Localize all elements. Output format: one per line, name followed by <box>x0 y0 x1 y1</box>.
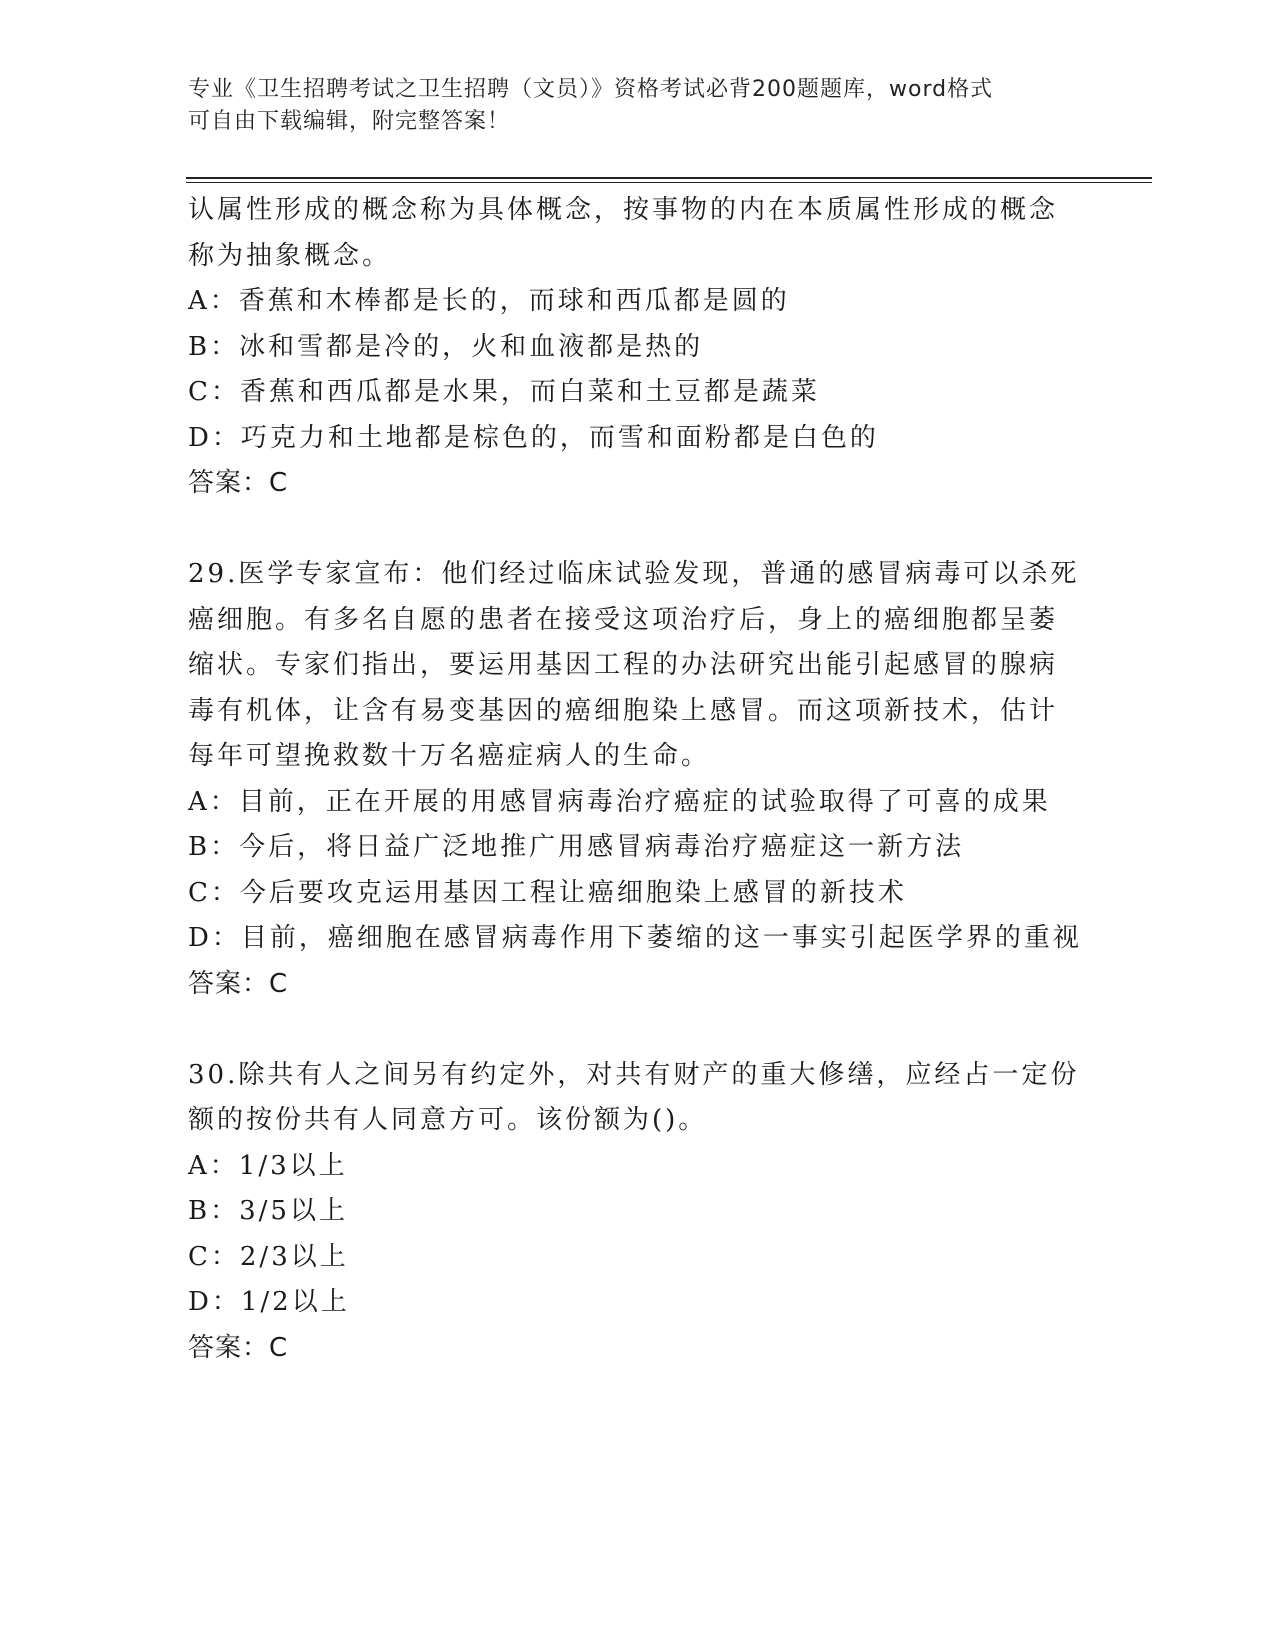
option-d: D：巧克力和土地都是棕色的，而雪和面粉都是白色的 <box>188 422 879 453</box>
question-spacer <box>188 507 1088 553</box>
option-b: B：冰和雪都是冷的，火和血液都是热的 <box>188 331 704 362</box>
question-spacer <box>188 1007 1088 1053</box>
question-list <box>188 188 1088 1371</box>
answer-line: 答案：C <box>188 468 289 498</box>
header-line-1: 专业《卫生招聘考试之卫生招聘（文员）》资格考试必背200题题库，word格式 <box>188 77 994 102</box>
question-30 <box>188 1053 1088 1372</box>
question-stem-line: 额的按份共有人同意方可。该份额为()。 <box>188 1105 708 1135</box>
question-28 <box>188 188 1088 507</box>
option-d: D：目前，癌细胞在感冒病毒作用下萎缩的这一事实引起医学界的重视 <box>188 923 1082 953</box>
header-divider-thick <box>186 177 1152 179</box>
answer-line: 答案：C <box>188 968 289 999</box>
option-c: C：香蕉和西瓜都是水果，而白菜和土豆都是蔬菜 <box>188 377 820 407</box>
header-divider-thin <box>186 182 1152 183</box>
question-stem-line: 29.医学专家宣布：他们经过临床试验发现，普通的感冒病毒可以杀死 <box>188 559 1080 589</box>
option-b: B：3/5以上 <box>188 1196 348 1226</box>
question-stem-line: 认属性形成的概念称为具体概念，按事物的内在本质属性形成的概念 <box>188 195 1059 225</box>
option-a: A：目前，正在开展的用感冒病毒治疗癌症的试验取得了可喜的成果 <box>188 786 1051 817</box>
option-b: B：今后，将日益广泛地推广用感冒病毒治疗癌症这一新方法 <box>188 832 965 862</box>
question-stem-line: 每年可望挽救数十万名癌症病人的生命。 <box>188 741 711 771</box>
question-29 <box>188 552 1088 1007</box>
option-a: A：香蕉和木棒都是长的，而球和西瓜都是圆的 <box>188 286 790 316</box>
option-d: D：1/2以上 <box>188 1287 350 1317</box>
question-stem-line: 毒有机体，让含有易变基因的癌细胞染上感冒。而这项新技术，估计 <box>188 695 1059 726</box>
document-header <box>188 74 1068 138</box>
answer-line: 答案：C <box>188 1332 289 1363</box>
question-stem-line: 称为抽象概念。 <box>188 240 392 271</box>
option-a: A：1/3以上 <box>188 1150 348 1181</box>
option-c: C：今后要攻克运用基因工程让癌细胞染上感冒的新技术 <box>188 877 907 908</box>
question-stem-line: 癌细胞。有多名自愿的患者在接受这项治疗后，身上的癌细胞都呈萎 <box>188 604 1059 635</box>
header-line-2: 可自由下载编辑，附完整答案！ <box>188 109 511 134</box>
option-c: C：2/3以上 <box>188 1241 349 1272</box>
question-stem-line: 缩状。专家们指出，要运用基因工程的办法研究出能引起感冒的腺病 <box>188 650 1059 680</box>
question-stem-line: 30.除共有人之间另有约定外，对共有财产的重大修缮，应经占一定份 <box>188 1059 1080 1090</box>
